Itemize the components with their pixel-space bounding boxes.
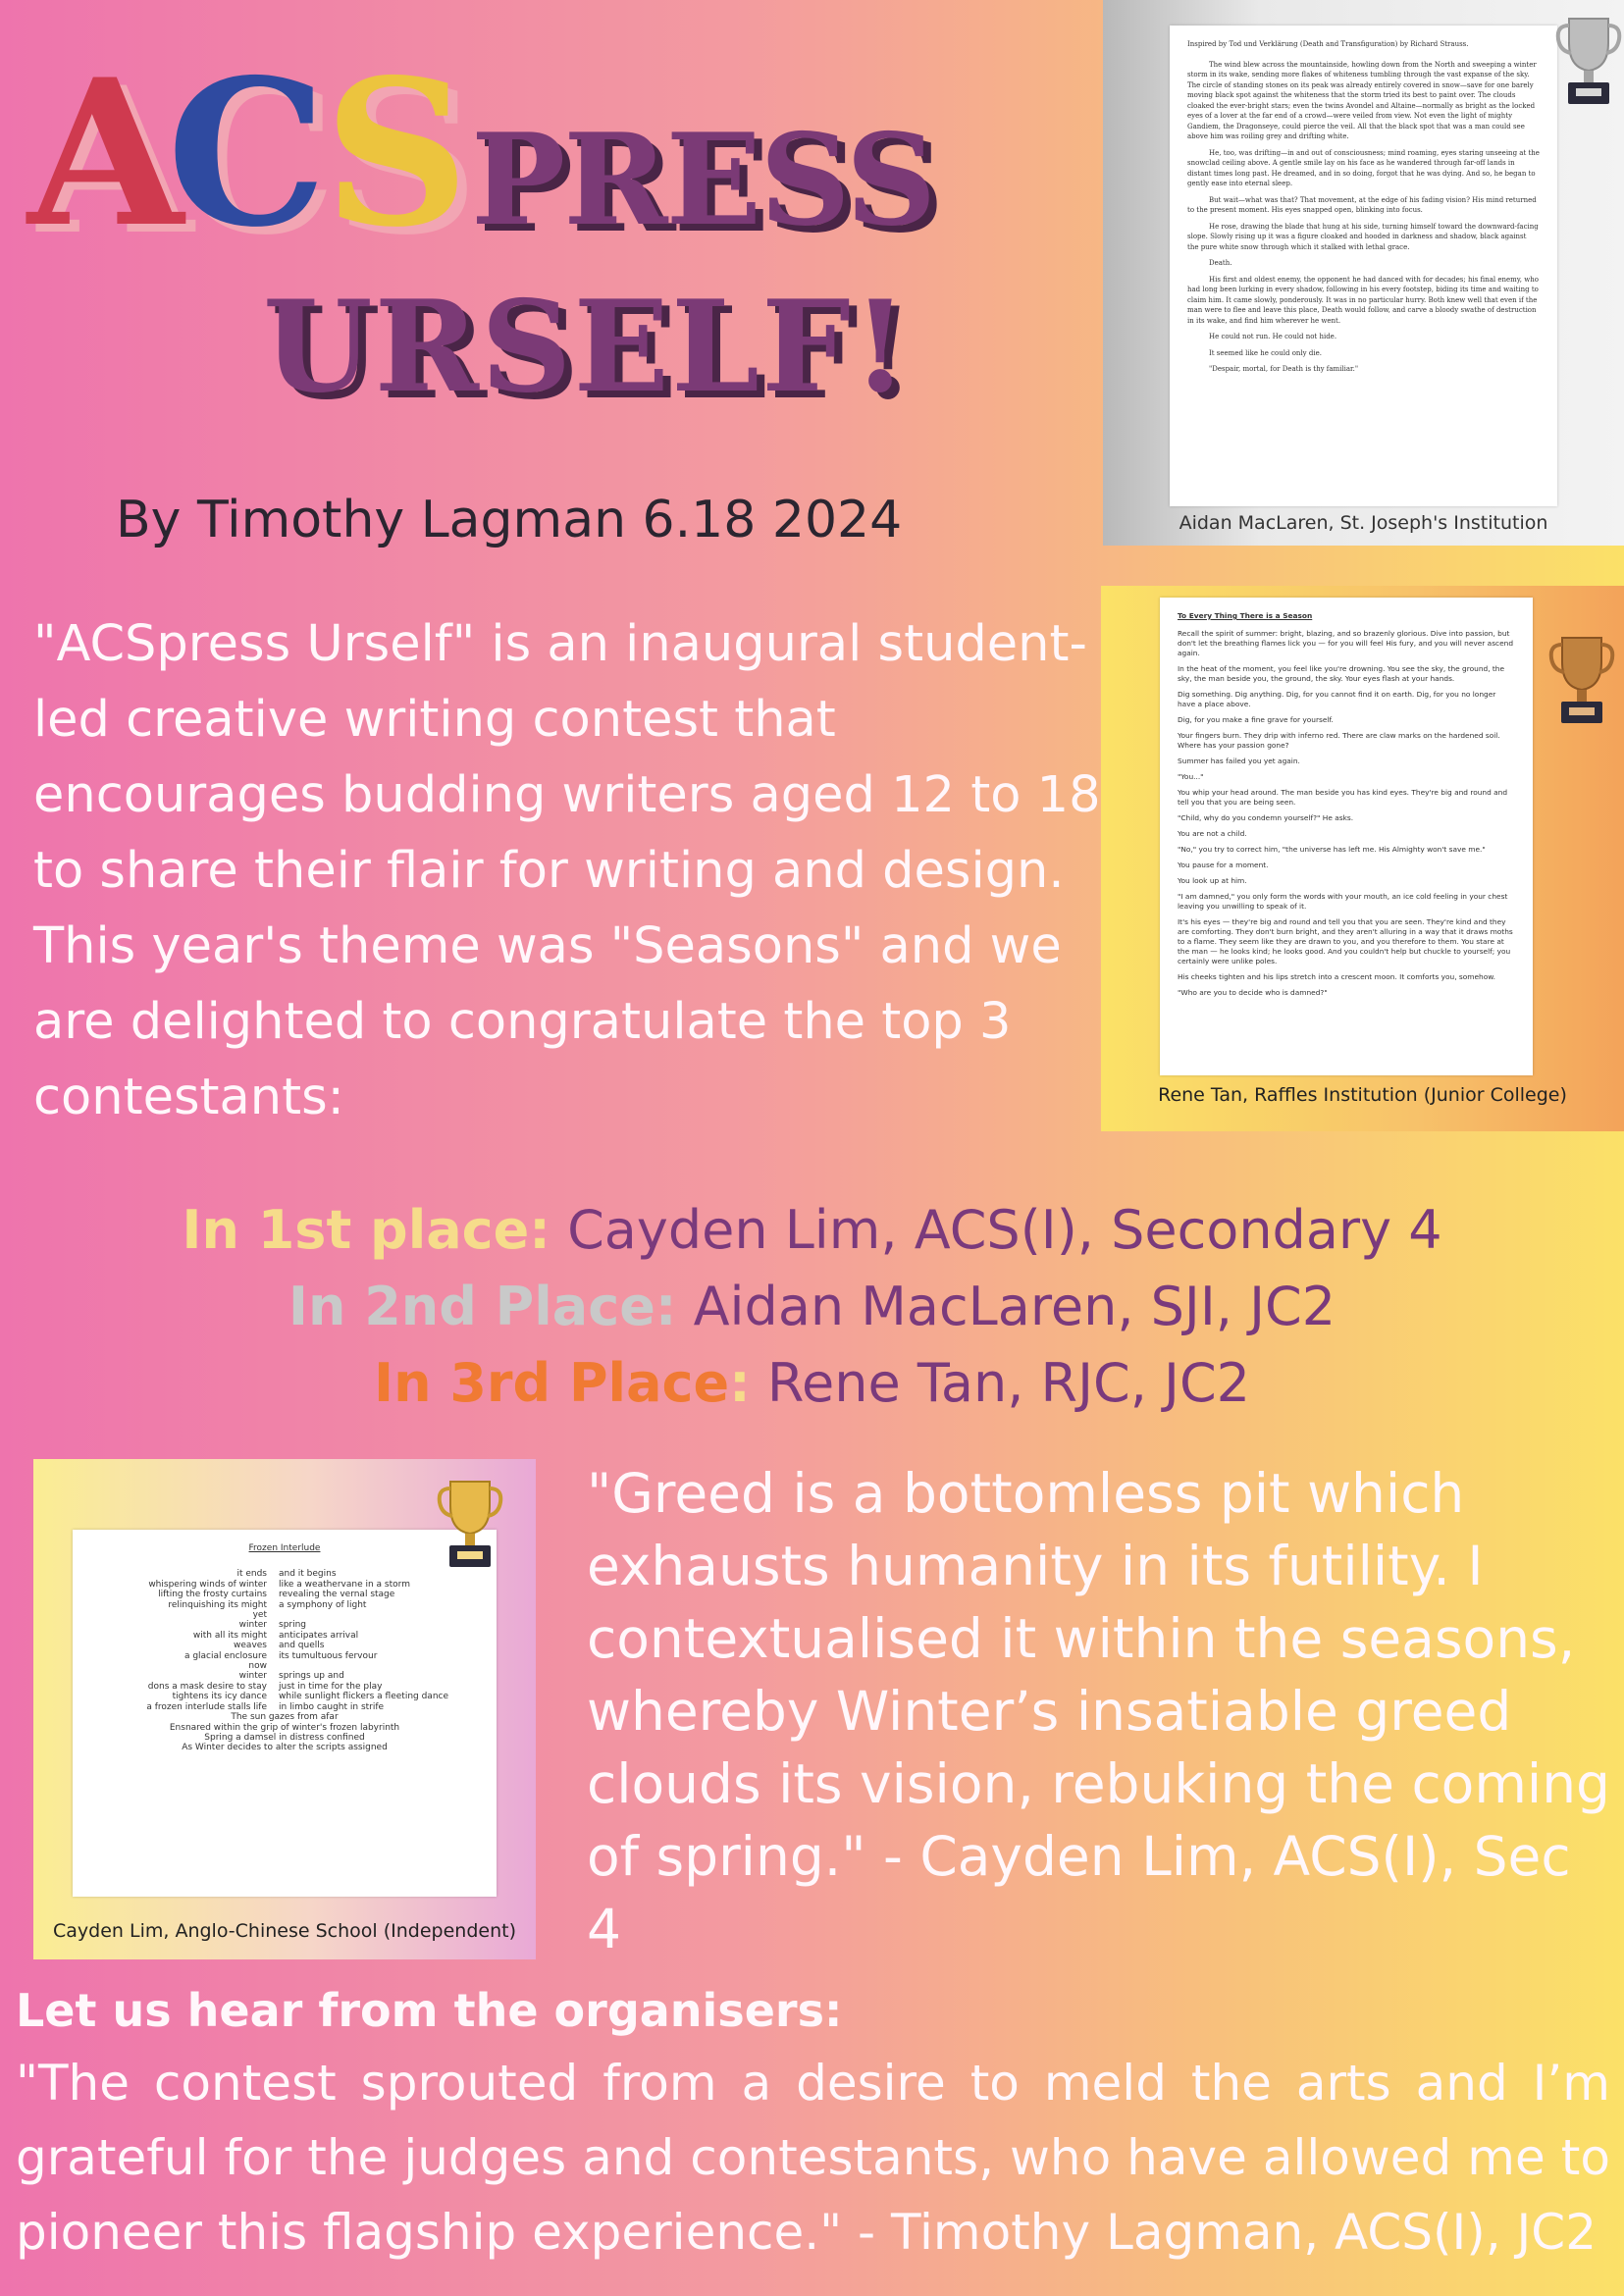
first-place-line <box>0 1192 1624 1269</box>
aidan-entry-caption: Aidan MacLaren, St. Joseph's Institution <box>1179 512 1548 534</box>
poem-right-line: just in time for the play <box>279 1681 383 1692</box>
poem-right-line: its tumultuous fervour <box>279 1650 378 1661</box>
poem-left-line: it ends <box>236 1569 267 1580</box>
cayden-poem-title: Frozen Interlude <box>248 1543 321 1553</box>
aidan-entry-paragraph: He, too, was drifting—in and out of consciousness; mind roaming, eyes staring unseeing at the snowclad ceiling above. A gentle smile lay on his face as he wandered through far-off lands in distant times long past. He dreamed, and in so doing, forgot that he was dying. And so, he began to gently ease into eternal sleep. <box>1187 148 1540 187</box>
poem-left-line: winter <box>238 1671 267 1682</box>
poem-right-line: in limbo caught in strife <box>279 1701 385 1712</box>
rene-entry-paragraph: His cheeks tighten and his lips stretch into a crescent moon. It comforts you, somehow. <box>1178 972 1495 981</box>
third-place-name: Rene Tan, RJC, JC2 <box>766 1352 1251 1414</box>
rene-entry-paragraph: It's his eyes — they're big and round and tell you that you are seen. They're kind and they are comforting. They don't burn bright, and they aren't alluring in a way that it draws moths to a flame. They seem like they are drawn to you, and you therefore to them. You stare at the man — he looks kind; he looks good. And you couldn't help but chuckle to yourself; you certainly were unlike poles. <box>1178 917 1513 965</box>
poem-left-line: a glacial enclosure <box>183 1650 267 1661</box>
title-press: PRESS <box>471 107 935 254</box>
title-letter-s: S <box>324 36 470 272</box>
rene-entry-paragraph: In the heat of the moment, you feel like you're drowning. You see the sky, the ground, the sky, the man beside you, the ground, the sky. Your eyes flash at your hands. <box>1178 664 1505 683</box>
third-place-label: In 3rd Place <box>373 1352 730 1414</box>
poem-right-line: like a weathervane in a storm <box>279 1579 410 1590</box>
poem-right-line: and it begins <box>279 1569 337 1580</box>
second-place-line <box>0 1269 1624 1345</box>
third-place-colon: : <box>729 1352 751 1414</box>
poem-closing-line: As Winter decides to alter the scripts assigned <box>182 1743 388 1753</box>
organisers-quote: "The contest sprouted from a desire to meld the arts and I’m grateful for the judges and contestants, who have allowed me to pioneer this flagship experience." - Timothy Lagman, ACS(I), JC2 <box>16 2055 1610 2261</box>
poem-right-line: springs up and <box>279 1671 344 1682</box>
poem-right-line: revealing the vernal stage <box>279 1590 395 1600</box>
third-place-line <box>0 1345 1624 1422</box>
rene-entry-page <box>1160 598 1533 1075</box>
title-letter-c: C <box>167 36 328 272</box>
winners-list <box>0 1192 1624 1422</box>
poem-left-line: with all its might <box>192 1630 267 1641</box>
aidan-entry-page <box>1170 26 1557 506</box>
poem-left-line: dons a mask desire to stay <box>147 1681 267 1692</box>
rene-entry-paragraph: You are not a child. <box>1178 829 1247 838</box>
second-place-label: In 2nd Place: <box>288 1276 677 1337</box>
aidan-entry-paragraph: The wind blew across the mountainside, howling down from the North and sweeping a winter storm in its wake, sending more flakes of whiteness tumbling through the vast expanse of the sky. The circle of standing stones on its peak was already entirely covered in snow—save for one barely moving black spot against the whiteness that the storm tried its best to paint over. The clouds cloaked the ever-bright stars; even the twins Avondel and Altaine—normally as bright as the locked eyes of a lover at the far end of a crowd—were veiled from view. Not even the light of mighty Gandiem, the Dragonseye, could pierce the veil. All that the black spot that was a man could see above him was roiling grey and drifting white. <box>1187 60 1537 140</box>
poem-left-line: winter <box>238 1620 267 1631</box>
poem-right-line: spring <box>279 1620 307 1631</box>
poem-right-line <box>279 1610 497 1620</box>
poem-row <box>73 1692 497 1701</box>
poem-right-line: and quells <box>279 1641 325 1651</box>
first-place-label: In 1st place: <box>182 1199 550 1261</box>
poem-closing-line: Ensnared within the grip of winter's frozen labyrinth <box>169 1722 400 1733</box>
poem-row <box>73 1620 497 1630</box>
poem-left-line: now <box>248 1661 267 1672</box>
poem-row <box>73 1682 497 1692</box>
poem-left-line: a frozen interlude stalls life <box>146 1701 267 1712</box>
bronze-trophy-icon <box>1547 633 1616 731</box>
rene-entry-caption: Rene Tan, Raffles Institution (Junior College) <box>1158 1084 1567 1106</box>
poem-row <box>73 1641 497 1650</box>
rene-entry-paragraph: "I am damned," you only form the words with your mouth, an ice cold feeling in your chest leaving you unwilling to speak of it. <box>1178 892 1508 911</box>
poem-row <box>73 1651 497 1661</box>
rene-entry-paragraph: "Child, why do you condemn yourself?" He asks. <box>1178 813 1354 822</box>
poem-left-line: tightens its icy dance <box>172 1692 267 1702</box>
rene-entry-paragraph: You whip your head around. The man beside you has kind eyes. They're big and round and tell you that you are being seen. <box>1178 788 1508 807</box>
poem-row <box>73 1580 497 1590</box>
poem-row <box>73 1569 497 1579</box>
cayden-entry-page <box>73 1530 497 1897</box>
aidan-entry-paragraph: Death. <box>1209 259 1232 267</box>
title-letter-a: A <box>27 36 179 272</box>
silver-trophy-icon <box>1554 14 1623 112</box>
poem-row <box>73 1661 497 1671</box>
aidan-entry-paragraph: His first and oldest enemy, the opponent he had danced with for decades; his final enemy, who had long been lurking in every shadow, following in his every footstep, biding its time and waiting to claim him. It came slowly, ponderously. It was in no particular hurry. Both knew well that even if the man were to flee and leave this place, Death would follow, and carve a bloody swathe of destruction in its wake, and find him wherever he went. <box>1187 275 1539 325</box>
rene-entry-paragraph: Dig something. Dig anything. Dig, for you cannot find it on earth. Dig, for you no longer have a place above. <box>1178 690 1496 708</box>
rene-entry-paragraph: You look up at him. <box>1178 876 1247 885</box>
poem-left-line: yet <box>252 1610 267 1621</box>
title-urself: URSELF! <box>263 274 911 421</box>
rene-entry-paragraph: Dig, for you make a fine grave for yourself. <box>1178 715 1334 724</box>
first-place-name: Cayden Lim, ACS(I), Secondary 4 <box>567 1199 1442 1261</box>
rene-entry-paragraph: Your fingers burn. They drip with inferno red. There are claw marks on the hardened soil. Where has your passion gone? <box>1178 731 1500 750</box>
poem-row <box>73 1671 497 1681</box>
cayden-entry-card <box>33 1459 536 1959</box>
poem-right-line <box>279 1661 497 1671</box>
poem-left-line: relinquishing its might <box>168 1599 267 1610</box>
poem-right-line: a symphony of light <box>279 1599 367 1610</box>
aidan-entry-paragraph: It seemed like he could only die. <box>1209 348 1322 357</box>
poem-right-line: anticipates arrival <box>279 1630 359 1641</box>
aidan-entry-heading: Inspired by Tod und Verklärung (Death and Transfiguration) by Richard Strauss. <box>1187 40 1469 48</box>
cayden-entry-caption: Cayden Lim, Anglo-Chinese School (Independent) <box>53 1920 516 1942</box>
rene-entry-paragraph: "No," you try to correct him, "the universe has left me. His Almighty won't save me." <box>1178 845 1486 854</box>
aidan-entry-card <box>1103 0 1624 546</box>
poem-row <box>73 1590 497 1599</box>
poem-right-line: while sunlight flickers a fleeting dance <box>279 1692 449 1702</box>
poem-closing-line: Spring a damsel in distress confined <box>204 1732 365 1743</box>
rene-entry-paragraph: "Who are you to decide who is damned?" <box>1178 988 1328 997</box>
poem-row <box>73 1631 497 1641</box>
poem-row <box>73 1600 497 1610</box>
rene-entry-paragraph: Summer has failed you yet again. <box>1178 757 1300 765</box>
organisers-heading: Let us hear from the organisers: <box>16 1984 843 2037</box>
poem-closing-line: The sun gazes from afar <box>231 1712 339 1723</box>
aidan-entry-paragraph: He could not run. He could not hide. <box>1209 333 1337 340</box>
aidan-entry-paragraph: But wait—what was that? That movement, at the edge of his fading vision? His mind returned to the present moment. His eyes snapped open, blinking into focus. <box>1187 195 1537 214</box>
poem-row <box>73 1702 497 1712</box>
byline: By Timothy Lagman 6.18 2024 <box>116 491 903 549</box>
aidan-entry-paragraph: "Despair, mortal, for Death is thy familiar." <box>1209 365 1359 373</box>
second-place-name: Aidan MacLaren, SJI, JC2 <box>693 1276 1336 1337</box>
intro-paragraph: "ACSpress Urself" is an inaugural student-led creative writing contest that encourages budding writers aged 12 to 18 to share their flair for writing and design. This year's theme was "Seasons" and we are delighted to congratulate the top 3 contestants: <box>33 615 1101 1126</box>
rene-entry-heading: To Every Thing There is a Season <box>1178 611 1313 620</box>
poem-left-line: whispering winds of winter <box>148 1579 267 1590</box>
winner-quote: "Greed is a bottomless pit which exhausts humanity in its futility. I contextualised it within the seasons, whereby Winter’s insatiable greed clouds its vision, rebuking the coming of spring." - Cayden Lim, ACS(I), Sec 4 <box>587 1462 1610 1960</box>
poem-left-line: lifting the frosty curtains <box>158 1590 267 1600</box>
poem-row <box>73 1610 497 1620</box>
rene-entry-paragraph: You pause for a moment. <box>1178 861 1269 869</box>
rene-entry-card <box>1101 586 1624 1131</box>
rene-entry-paragraph: "You..." <box>1178 772 1204 781</box>
rene-entry-paragraph: Recall the spirit of summer: bright, blazing, and so brazenly glorious. Dive into passion, but don't let the breathing flames lick you — for you will feel His fury, and you will never ascend again. <box>1178 629 1514 657</box>
poem-left-line: weaves <box>234 1641 267 1651</box>
aidan-entry-paragraph: He rose, drawing the blade that hung at his side, turning himself toward the downward-facing slope. Slowly rising up it was a figure cloaked and hooded in darkness and shadow, black against the pure white snow through which it stalked with lethal grace. <box>1187 222 1539 251</box>
gold-trophy-icon <box>436 1477 504 1575</box>
